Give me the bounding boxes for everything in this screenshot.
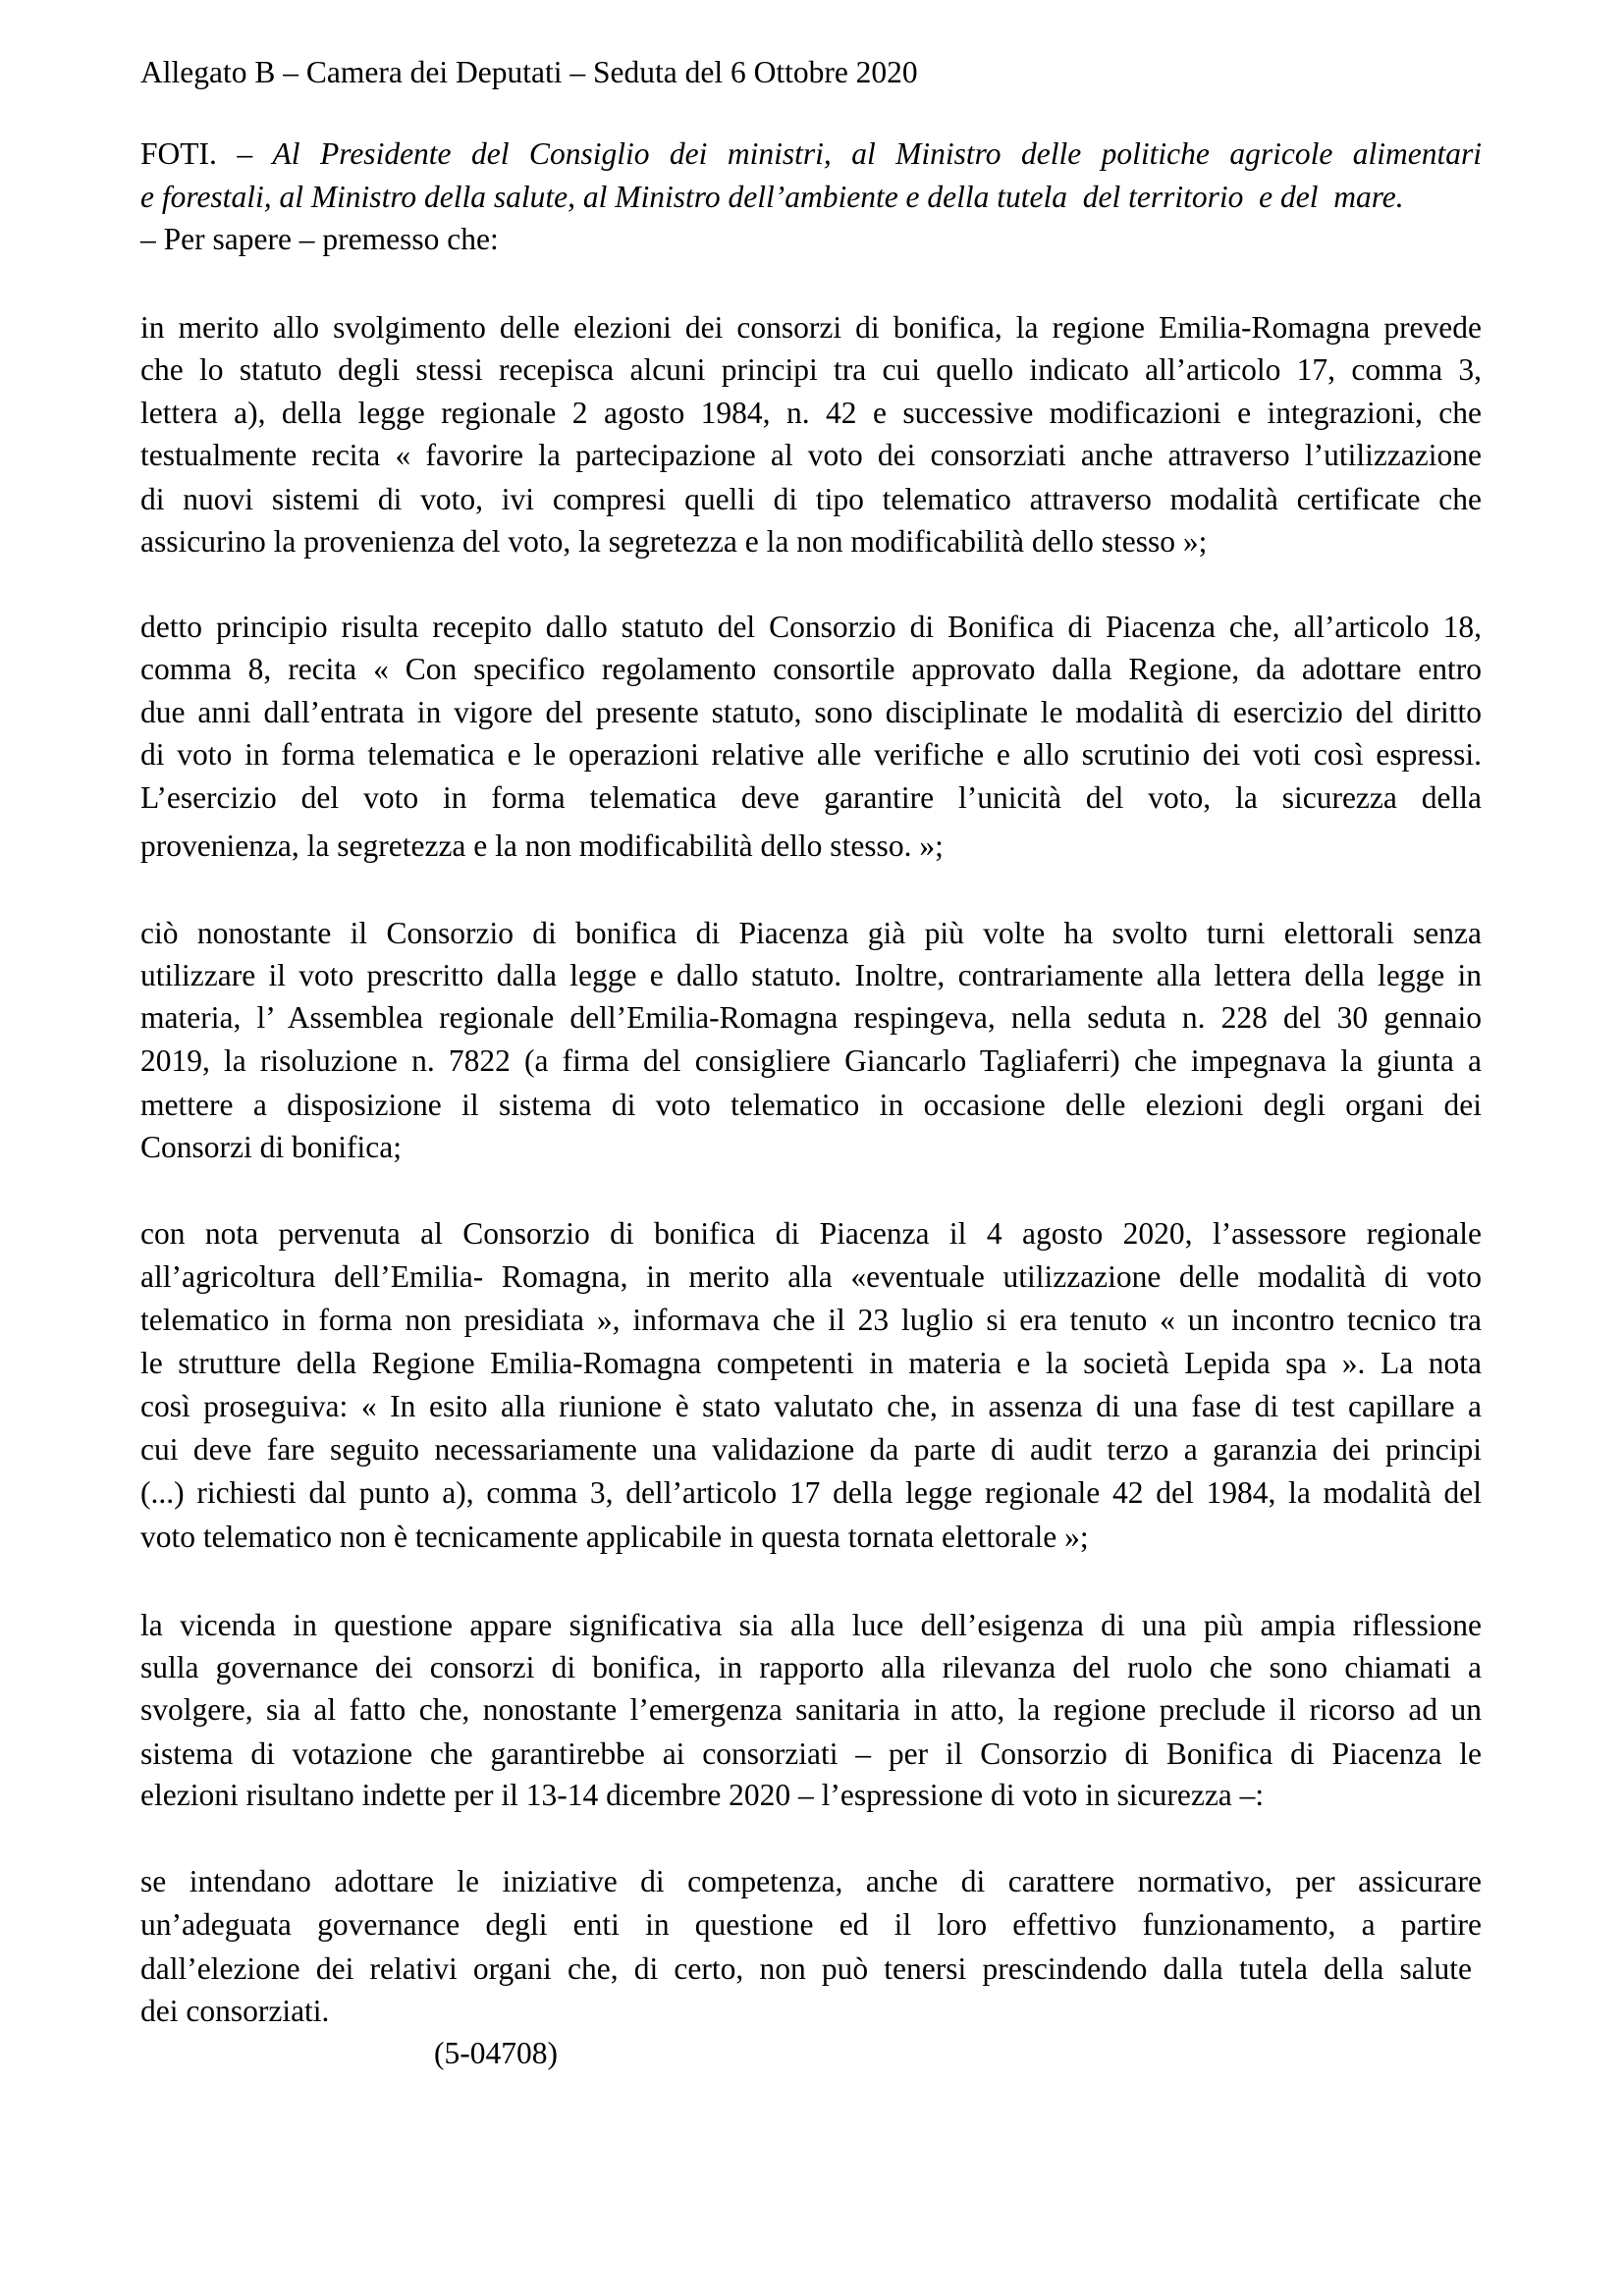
paragraph-line: sistema di votazione che garantirebbe ai consorziati – per il Consorzio di Bonifica di Piacenza le (140, 1736, 1482, 1771)
paragraph-line: lettera a), della legge regionale 2 agosto 1984, n. 42 e successive modificazioni e integrazioni, che (140, 396, 1482, 430)
question-intro: – Per sapere – premesso che: (140, 222, 499, 256)
paragraph-line: ciò nonostante il Consorzio di bonifica di Piacenza già più volte ha svolto turni elettorali senza (140, 916, 1482, 950)
paragraph-line: telematico in forma non presidiata », informava che il 23 luglio si era tenuto « un incontro tecnico tra (140, 1303, 1482, 1337)
paragraph-line: 2019, la risoluzione n. 7822 (a firma del consigliere Giancarlo Tagliaferri) che impegnava la giunta a (140, 1043, 1482, 1078)
paragraph-line: detto principio risulta recepito dallo statuto del Consorzio di Bonifica di Piacenza che, all’articolo 18, (140, 610, 1482, 644)
paragraph-line: Consorzi di bonifica; (140, 1130, 402, 1164)
reference-number: (5-04708) (434, 2036, 558, 2070)
paragraph-line: cui deve fare seguito necessariamente una validazione da parte di audit terzo a garanzia dei principi (140, 1432, 1482, 1467)
paragraph-line: così proseguiva: « In esito alla riunione è stato valutato che, in assenza di una fase di test capillare a (140, 1389, 1482, 1423)
paragraph-line: la vicenda in questione appare significativa sia alla luce dell’esigenza di una più ampia riflessione (140, 1608, 1482, 1642)
paragraph-line: materia, l’ Assemblea regionale dell’Emilia-Romagna respingeva, nella seduta n. 228 del 30 gennaio (140, 1000, 1482, 1035)
question-addressees-line-2: e forestali, al Ministro della salute, al Ministro dell’ambiente e della tutela del territorio e del mare. (140, 180, 1404, 214)
paragraph-line: comma 8, recita « Con specifico regolamento consortile approvato dalla Regione, da adottare entro (140, 652, 1482, 686)
paragraph-line: provenienza, la segretezza e la non modificabilità dello stesso. »; (140, 828, 944, 863)
paragraph-line: testualmente recita « favorire la partecipazione al voto dei consorziati anche attraverso l’utilizzazione (140, 438, 1482, 472)
paragraph-line: che lo statuto degli stessi recepisca alcuni principi tra cui quello indicato all’articolo 17, comma 3, (140, 352, 1482, 387)
paragraph-line: assicurino la provenienza del voto, la segretezza e la non modificabilità dello stesso »; (140, 524, 1208, 559)
paragraph-line: elezioni risultano indette per il 13-14 dicembre 2020 – l’espressione di voto in sicurezza –: (140, 1778, 1265, 1812)
paragraph-line: un’adeguata governance degli enti in questione ed il loro effettivo funzionamento, a partire (140, 1907, 1482, 1942)
author-name: FOTI. (140, 136, 217, 171)
paragraph-line: sulla governance dei consorzi di bonifica, in rapporto alla rilevanza del ruolo che sono chiamati a (140, 1650, 1482, 1684)
paragraph-line: se intendano adottare le iniziative di competenza, anche di carattere normativo, per assicurare (140, 1864, 1482, 1898)
document-header: Allegato B – Camera dei Deputati – Seduta del 6 Ottobre 2020 (140, 55, 918, 89)
paragraph-line: due anni dall’entrata in vigore del presente statuto, sono disciplinate le modalità di esercizio del diritto (140, 695, 1482, 729)
paragraph-line: dei consorziati. (140, 1994, 330, 2028)
paragraph-line: mettere a disposizione il sistema di voto telematico in occasione delle elezioni degli organi dei (140, 1088, 1482, 1122)
paragraph-line: all’agricoltura dell’Emilia- Romagna, in merito alla «eventuale utilizzazione delle modalità di voto (140, 1259, 1482, 1294)
paragraph-line: utilizzare il voto prescritto dalla legge e dallo statuto. Inoltre, contrariamente alla lettera della legge in (140, 958, 1482, 992)
paragraph-line: dall’elezione dei relativi organi che, di certo, non può tenersi prescindendo dalla tutela della salute (140, 1951, 1472, 1986)
paragraph-line: in merito allo svolgimento delle elezioni dei consorzi di bonifica, la regione Emilia-Romagna prevede (140, 310, 1482, 345)
paragraph-line: L’esercizio del voto in forma telematica deve garantire l’unicità del voto, la sicurezza della (140, 780, 1482, 815)
paragraph-line: di voto in forma telematica e le operazioni relative alle verifiche e allo scrutinio dei voti così espressi. (140, 737, 1482, 772)
paragraph-line: svolgere, sia al fatto che, nonostante l’emergenza sanitaria in atto, la regione preclude il ricorso ad un (140, 1692, 1482, 1727)
paragraph-line: voto telematico non è tecnicamente applicabile in questa tornata elettorale »; (140, 1520, 1089, 1554)
question-addressees-line-1 (140, 133, 1482, 176)
paragraph-line: (...) richiesti dal punto a), comma 3, dell’articolo 17 della legge regionale 42 del 1984, la modalità del (140, 1475, 1482, 1510)
paragraph-line: con nota pervenuta al Consorzio di bonifica di Piacenza il 4 agosto 2020, l’assessore regionale (140, 1216, 1482, 1251)
dash: – (216, 136, 273, 171)
addressees-text: Al Presidente del Consiglio dei ministri, al Ministro delle politiche agricole alimentari (272, 136, 1482, 171)
paragraph-line: le strutture della Regione Emilia-Romagna competenti in materia e la società Lepida spa ». La nota (140, 1346, 1482, 1380)
paragraph-line: di nuovi sistemi di voto, ivi compresi quelli di tipo telematico attraverso modalità certificate che (140, 482, 1482, 516)
